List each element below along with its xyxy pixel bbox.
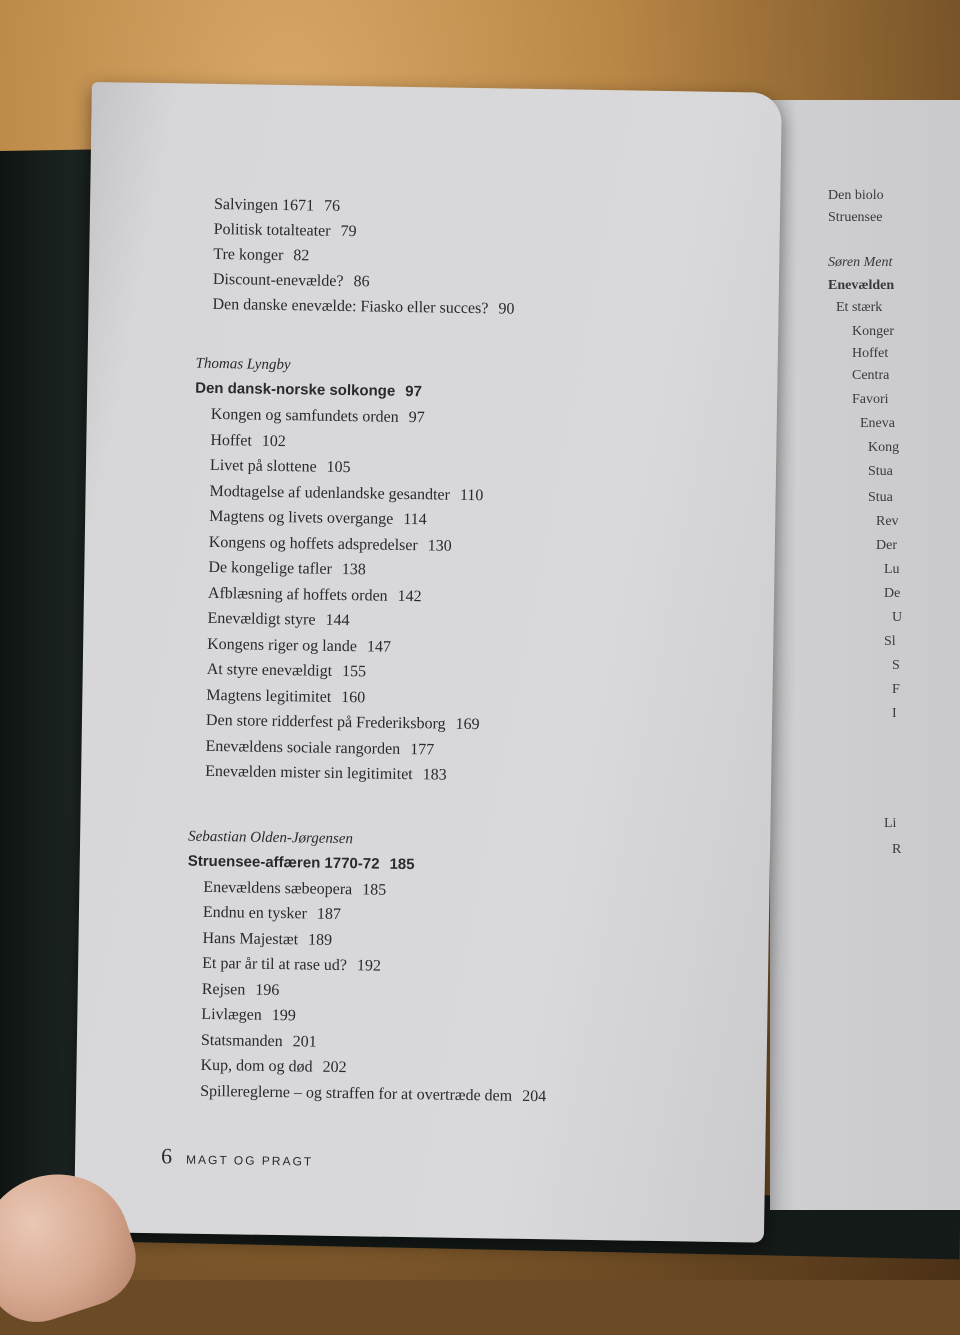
entry-page-number: 102: [261, 432, 286, 450]
entry-title: Den store ridderfest på Frederiksborg: [205, 711, 446, 733]
entry-title: Enevældens sociale rangorden: [205, 737, 401, 758]
entry-page-number: 142: [397, 587, 422, 605]
entry-page-number: 187: [316, 905, 342, 924]
toc-entry: [210, 431, 286, 450]
entry-page-number: 86: [353, 273, 370, 291]
entry-page-number: 185: [362, 880, 387, 899]
toc-entry: [211, 406, 425, 427]
toc-entry: [209, 508, 427, 529]
chapter-title: [188, 852, 415, 873]
entry-title: Tre konger: [213, 245, 284, 265]
right-page-fragment: Struensee: [828, 210, 883, 225]
entry-title: Endnu en tysker: [202, 903, 308, 923]
right-page-fragment: Hoffet: [852, 346, 889, 361]
entry-page-number: 147: [366, 637, 392, 656]
right-page-fragment: Enevælden: [828, 278, 895, 293]
entry-page-number: 130: [427, 536, 452, 555]
entry-title: Discount-enevælde?: [212, 270, 344, 290]
toc-entry: [212, 296, 514, 319]
right-page-fragment: Centra: [852, 368, 890, 383]
toc-entry: [207, 610, 349, 630]
entry-page-number: 138: [341, 560, 367, 579]
entry-page-number: 169: [455, 715, 480, 734]
right-page-fragment: Lu: [884, 562, 900, 577]
entry-page-number: 160: [341, 688, 366, 706]
entry-title: Hans Majestæt: [202, 929, 299, 948]
right-page-fragment: Rev: [876, 514, 899, 529]
entry-title: Hoffet: [210, 431, 252, 450]
toc-entry: [206, 686, 365, 706]
entry-title: Kongens og hoffets adspredelser: [208, 533, 418, 554]
entry-page-number: 114: [403, 510, 427, 529]
entry-title: Enevældigt styre: [207, 609, 316, 629]
entry-title: Modtagelse af udenlandske gesandter: [209, 482, 451, 504]
entry-title: Enevældens sæbeopera: [203, 878, 353, 898]
entry-title: Kongens riger og lande: [207, 635, 358, 655]
entry-page-number: 204: [522, 1087, 547, 1105]
right-page-fragment: Eneva: [860, 416, 895, 431]
entry-title: Politisk totalteater: [213, 220, 331, 240]
entry-title: Thomas Lyngby: [195, 355, 291, 374]
toc-entry: [209, 533, 452, 555]
toc-entry: [207, 635, 391, 656]
entry-page-number: 144: [325, 611, 350, 630]
toc-entry: [200, 1057, 346, 1077]
right-page-fragment: S: [892, 658, 900, 673]
right-page-fragment: F: [892, 682, 900, 697]
toc-entry: [202, 980, 280, 999]
chapter-title: [195, 380, 422, 401]
entry-title: Magtens legitimitet: [206, 686, 332, 706]
toc-entry: [207, 661, 367, 682]
entry-page-number: 105: [326, 458, 351, 477]
entry-title: Afblæsning af hoffets orden: [207, 584, 388, 605]
entry-title: Kongen og samfundets orden: [210, 405, 399, 426]
entry-title: Livet på slottene: [209, 456, 317, 476]
right-page-fragment: Søren Ment: [828, 255, 893, 270]
entry-title: Kup, dom og død: [200, 1056, 313, 1076]
toc-entry: [202, 929, 332, 949]
entry-title: Struensee-affæren 1770-72: [187, 852, 380, 873]
toc-entry: [213, 246, 309, 266]
right-page-fragment: De: [884, 586, 901, 601]
toc-entry: [214, 221, 357, 241]
table-of-contents: [187, 195, 758, 1105]
entry-page-number: 97: [408, 409, 425, 427]
entry-page-number: 199: [271, 1006, 296, 1025]
right-page-fragment: Den biolo: [828, 188, 884, 203]
entry-title: Livlægen: [201, 1005, 262, 1024]
chapter-author: [188, 828, 353, 848]
entry-page-number: 82: [293, 247, 310, 265]
toc-entry: [208, 559, 366, 579]
toc-entry: [200, 1082, 546, 1105]
toc-entry: [213, 271, 370, 291]
right-page-fragment: Favori: [852, 392, 889, 407]
entry-page-number: 79: [340, 222, 357, 241]
entry-page-number: 90: [498, 300, 515, 318]
entry-page-number: 76: [323, 197, 341, 215]
toc-entry: [209, 482, 483, 504]
toc-entry: [203, 878, 386, 899]
entry-title: Sebastian Olden-Jørgensen: [188, 828, 354, 847]
toc-entry: [205, 763, 447, 785]
toc-entry: [206, 712, 480, 734]
right-page-fragment: Sl: [884, 634, 896, 649]
entry-title: Enevælden mister sin legitimitet: [205, 762, 413, 784]
entry-page-number: 155: [341, 663, 367, 681]
page-number: 6: [160, 1143, 173, 1169]
entry-page-number: 196: [255, 981, 280, 999]
entry-page-number: 183: [422, 766, 447, 784]
entry-page-number: 97: [405, 382, 423, 401]
entry-title: Magtens og livets overgange: [209, 507, 394, 528]
entry-title: Statsmanden: [200, 1031, 283, 1050]
entry-title: Den danske enevælde: Fiasko eller succes?: [212, 295, 489, 318]
toc-entry: [201, 1006, 296, 1025]
toc-entry: [203, 904, 341, 924]
entry-page-number: 202: [322, 1058, 347, 1077]
entry-title: Salvingen 1671: [213, 195, 315, 215]
right-page-fragment: Stua: [868, 464, 893, 479]
entry-page-number: 189: [307, 931, 333, 949]
entry-title: Et par år til at rase ud?: [202, 954, 348, 975]
entry-title: Spillereglerne – og straffen for at overtræde dem: [200, 1082, 513, 1105]
entry-page-number: 192: [356, 957, 382, 975]
left-page: [74, 82, 782, 1243]
toc-entry: [201, 1031, 317, 1051]
entry-title: De kongelige tafler: [208, 558, 333, 578]
chapter-author: [195, 356, 290, 374]
right-page-fragment: U: [892, 610, 903, 625]
right-page-fragment: Konger: [852, 324, 894, 339]
right-page-fragment: Et stærk: [836, 300, 883, 315]
entry-page-number: 201: [292, 1032, 317, 1051]
toc-entry: [205, 737, 434, 759]
toc-lines: [187, 195, 758, 1105]
entry-page-number: 185: [389, 855, 415, 873]
toc-entry: [208, 584, 422, 605]
toc-entry: [202, 955, 381, 976]
page-footer: [161, 1143, 314, 1171]
entry-title: Den dansk-norske solkonge: [195, 379, 396, 400]
right-page-fragment: Stua: [868, 490, 893, 505]
running-title: MAGT OG PRAGT: [185, 1152, 314, 1169]
right-page-fragment: R: [892, 842, 902, 857]
entry-title: Rejsen: [201, 980, 246, 999]
entry-title: At styre enevældigt: [206, 660, 333, 680]
entry-page-number: 110: [459, 486, 484, 504]
right-page: [770, 100, 960, 1210]
right-page-fragment: Der: [876, 538, 897, 553]
right-page-fragment: I: [892, 706, 897, 721]
toc-entry: [214, 196, 340, 216]
right-page-fragment: Kong: [868, 440, 900, 455]
toc-entry: [210, 457, 351, 477]
entry-page-number: 177: [410, 740, 435, 758]
right-page-fragment: Li: [884, 816, 897, 831]
